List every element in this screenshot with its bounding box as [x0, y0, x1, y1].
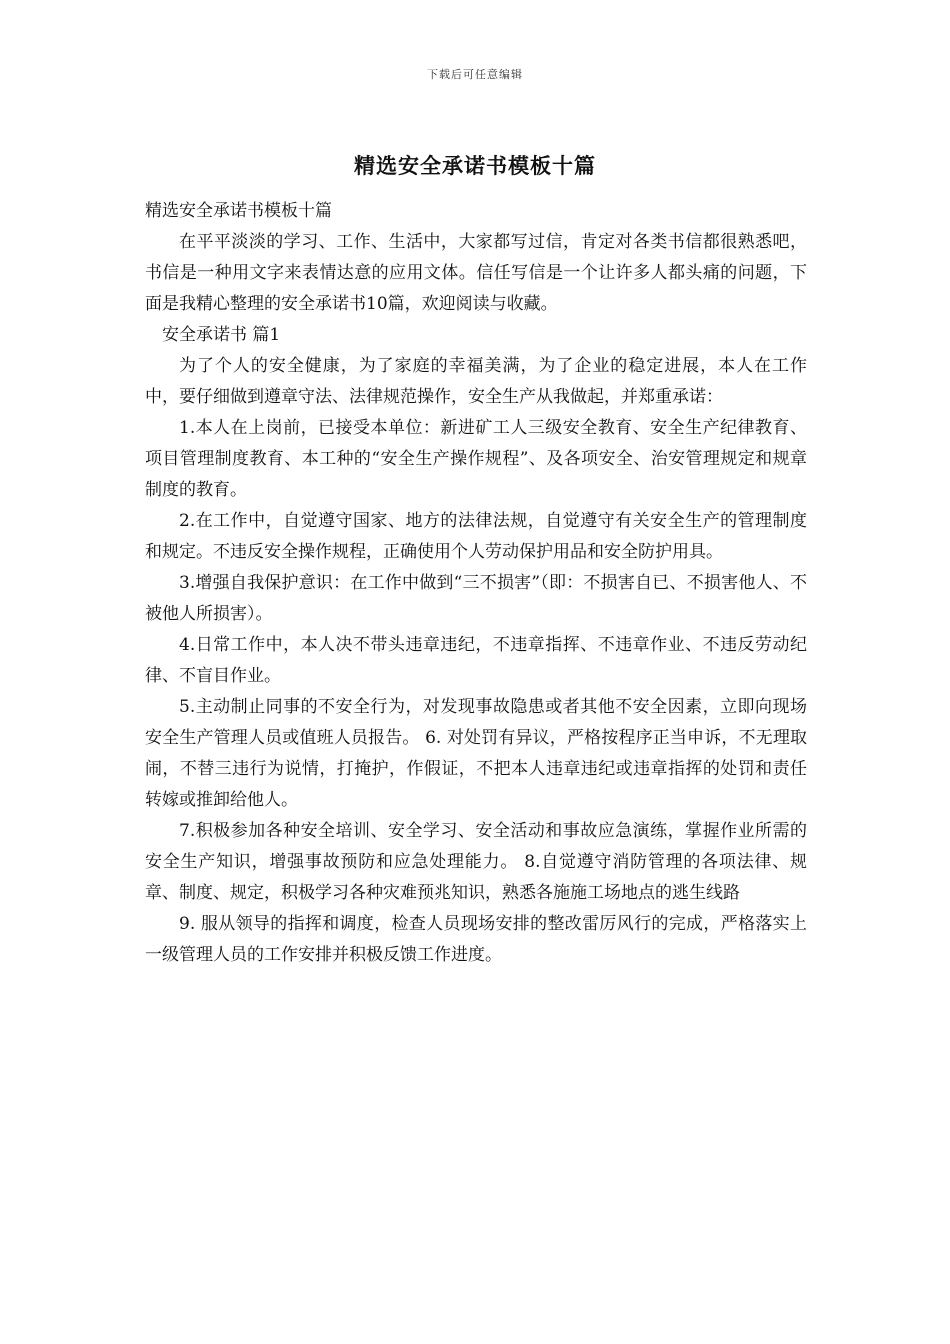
document-title: 精选安全承诺书模板十篇	[354, 153, 596, 178]
commitment-item-2: 2.在工作中，自觉遵守国家、地方的法律法规，自觉遵守有关安全生产的管理制度和规定。不违反安全操作规程，正确使用个人劳动保护用品和安全防护用具。	[145, 511, 807, 562]
commitment-item-3: 3.增强自我保护意识：在工作中做到“三不损害”（即：不损害自已、不损害他人、不被他人所损害）。	[145, 573, 807, 624]
commitment-item-5-6: 5.主动制止同事的不安全行为，对发现事故隐患或者其他不安全因素，立即向现场安全生产管理人员或值班人员报告。 6. 对处罚有异议，严格按程序正当申诉，不无理取闹，不替三违行为说情，打掩护，作假证，不把本人违章违纪或违章指挥的处罚和责任转嫁或推卸给他人。	[145, 697, 807, 810]
commitment-item-9: 9. 服从领导的指挥和调度，检查人员现场安排的整改雷厉风行的完成，严格落实上一级管理人员的工作安排并积极反馈工作进度。	[145, 914, 807, 965]
section-intro-paragraph: 为了个人的安全健康，为了家庭的幸福美满，为了企业的稳定进展，本人在工作中，要仔细做到遵章守法、法律规范操作，安全生产从我做起，并郑重承诺：	[145, 356, 807, 407]
commitment-item-4: 4.日常工作中，本人决不带头违章违纪，不违章指挥、不违章作业、不违反劳动纪律、不盲目作业。	[145, 635, 807, 686]
commitment-item-7-8: 7.积极参加各种安全培训、安全学习、安全活动和事故应急演练，掌握作业所需的安全生产知识，增强事故预防和应急处理能力。 8.自觉遵守消防管理的各项法律、规章、制度、规定，积极学习各种灾难预兆知识，熟悉各施施工场地点的逃生线路	[145, 821, 807, 903]
intro-paragraph: 在平平淡淡的学习、工作、生活中，大家都写过信，肯定对各类书信都很熟悉吧，书信是一种用文字来表情达意的应用文体。信任写信是一个让许多人都头痛的问题，下面是我精心整理的安全承诺书10篇，欢迎阅读与收藏。	[145, 232, 807, 314]
section-heading: 安全承诺书 篇1	[162, 325, 281, 345]
header-note: 下载后可任意编辑	[427, 68, 523, 81]
document-body	[145, 196, 807, 971]
commitment-item-1: 1.本人在上岗前，已接受本单位：新进矿工人三级安全教育、安全生产纪律教育、项目管理制度教育、本工种的“安全生产操作规程”、及各项安全、治安管理规定和规章制度的教育。	[145, 418, 807, 500]
document-subtitle: 精选安全承诺书模板十篇	[145, 201, 332, 221]
